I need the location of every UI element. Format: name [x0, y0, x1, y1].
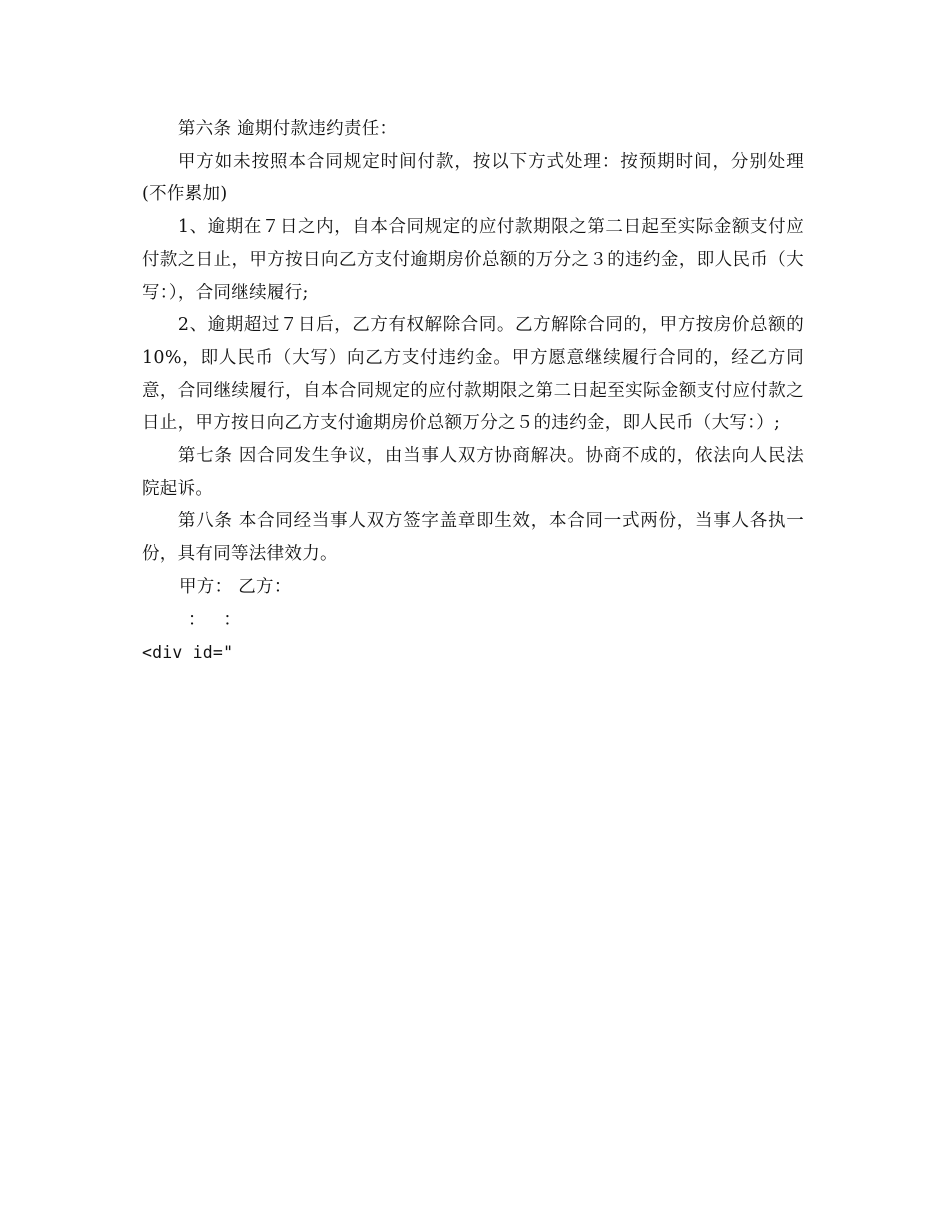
article-6-title: 第六条 逾期付款违约责任：	[177, 119, 398, 139]
article-8: 第八条 本合同经当事人双方签字盖章即生效，本合同一式两份，当事人各执一份，具有同等法律效力。	[142, 511, 804, 565]
clause-2: 2、逾期超过７日后，乙方有权解除合同。乙方解除合同的，甲方按房价总额的10%，即人民币（大写）向乙方支付违约金。甲方愿意继续履行合同的，经乙方同意，合同继续履行，自本合同规定的应付款期限之第二日起至实际金额支付应付款之日止，甲方按日向乙方支付逾期房价总额万分之５的违约金，即人民币（大写：）;	[142, 315, 804, 434]
document-body	[142, 113, 804, 670]
article-7: 第七条 因合同发生争议，由当事人双方协商解决。协商不成的，依法向人民法院起诉。	[142, 446, 804, 499]
article-6-intro: 甲方如未按照本合同规定时间付款，按以下方式处理：按预期时间，分别处理(不作累加)	[142, 151, 804, 205]
stray-code-fragment: <div id="	[142, 643, 234, 663]
clause-1: 1、逾期在７日之内，自本合同规定的应付款期限之第二日起至实际金额支付应付款之日止，甲方按日向乙方支付逾期房价总额的万分之３的违约金，即人民币（大写：），合同继续履行;	[142, 217, 804, 303]
party-signatures: 甲方： 乙方：	[179, 576, 292, 597]
signature-colons: ： ：	[188, 609, 242, 630]
